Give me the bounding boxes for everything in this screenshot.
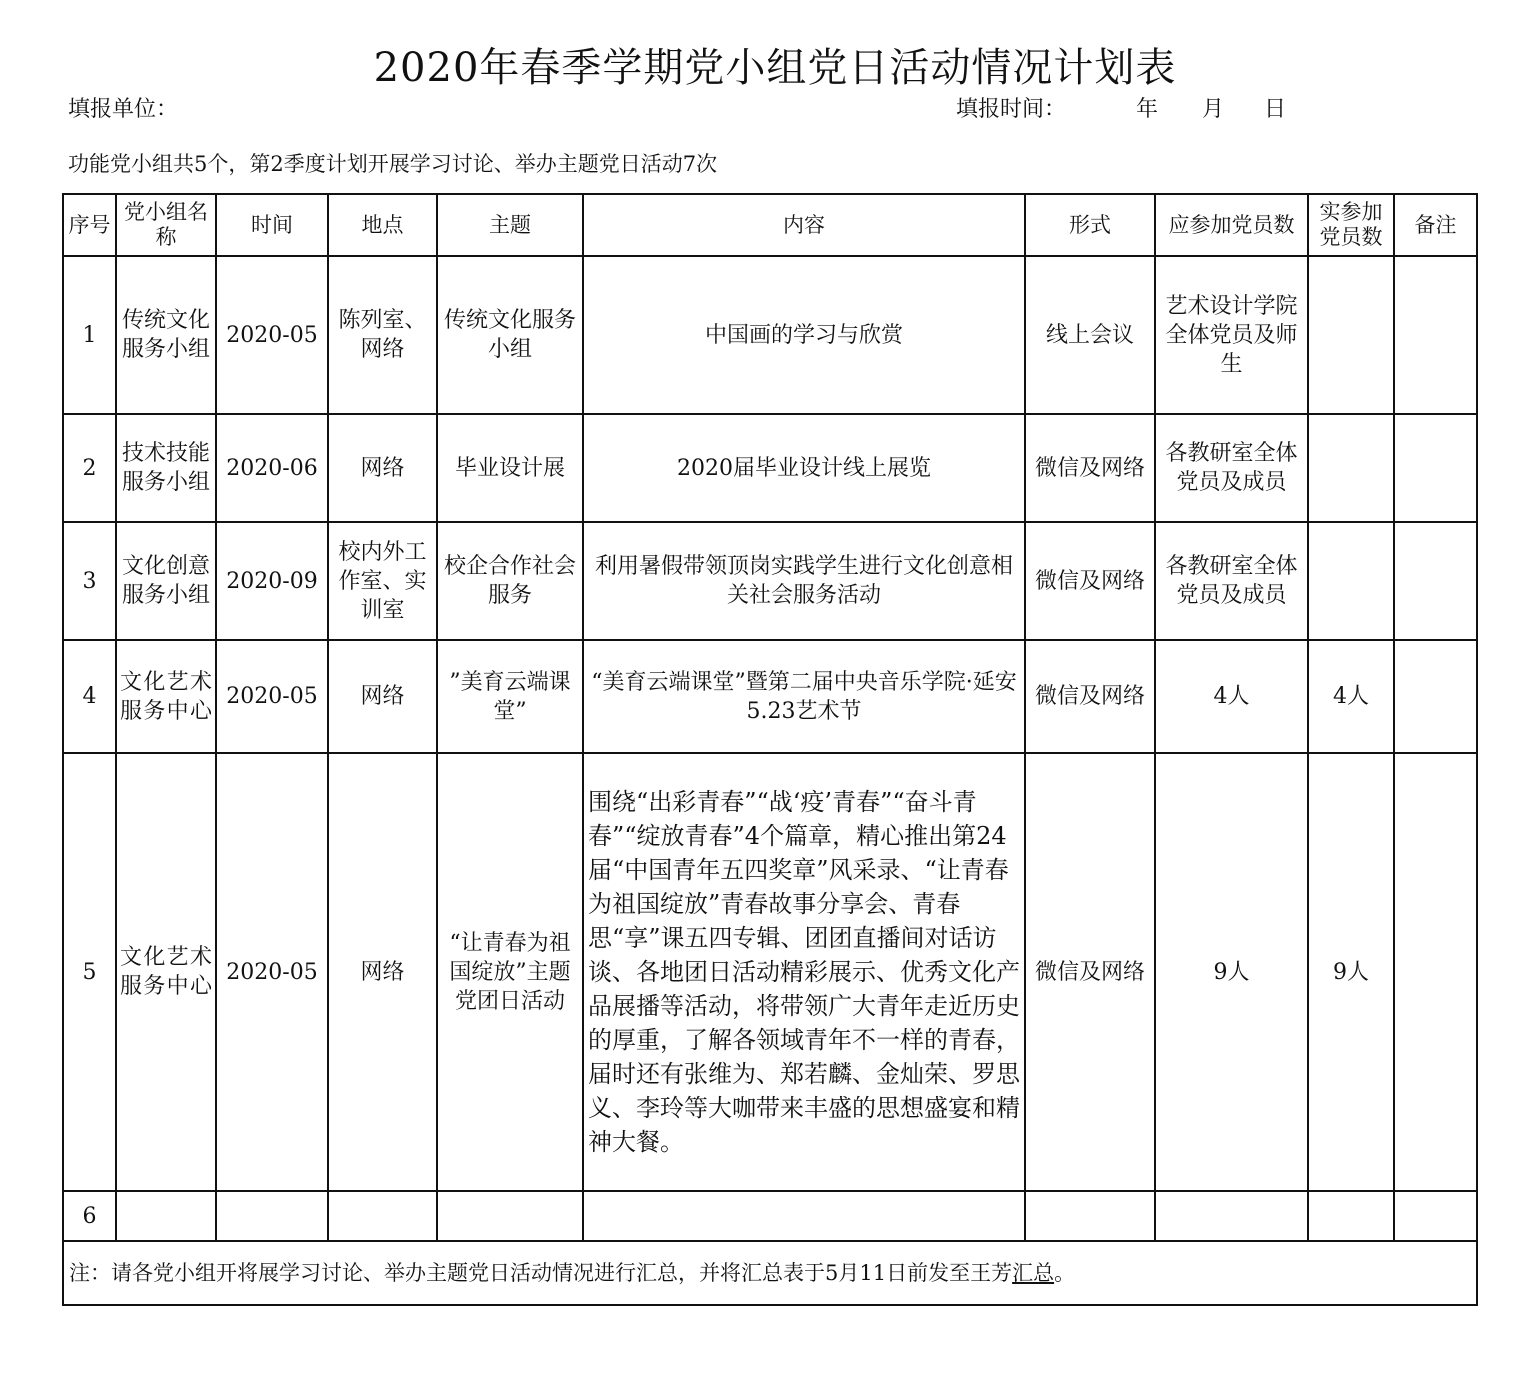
cell-place: 陈列室、网络 [328,256,437,414]
cell-seq: 2 [63,414,116,522]
cell-group [116,1191,216,1241]
note-underlined: 汇总 [1012,1260,1055,1285]
cell-form: 微信及网络 [1025,640,1155,753]
note-cell [63,1241,1477,1305]
note-text: 注：请各党小组开将展学习讨论、举办主题党日活动情况进行汇总，并将汇总表于5月11日前发至王芳 [69,1260,1013,1285]
cell-time: 2020-05 [216,753,328,1191]
cell-time: 2020-05 [216,256,328,414]
fill-unit-label: 填报单位： [68,97,179,122]
cell-place: 网络 [328,753,437,1191]
cell-remark [1394,640,1477,753]
cell-form: 微信及网络 [1025,753,1155,1191]
cell-remark [1394,753,1477,1191]
table-row [63,256,1477,414]
table-row [63,414,1477,522]
cell-actual: 4人 [1308,640,1394,753]
cell-form [1025,1191,1155,1241]
cell-expected: 艺术设计学院全体党员及师生 [1155,256,1308,414]
header-time: 时间 [216,194,328,256]
table-row [63,753,1477,1191]
cell-theme: 传统文化服务小组 [437,256,583,414]
fill-info-line [68,92,1468,122]
table-header-row [63,194,1477,256]
header-form: 形式 [1025,194,1155,256]
header-seq: 序号 [63,194,116,256]
cell-content: 2020届毕业设计线上展览 [583,414,1025,522]
title-area [0,0,1526,90]
cell-theme: “让青春为祖国绽放”主题党团日活动 [437,753,583,1191]
cell-form: 微信及网络 [1025,414,1155,522]
cell-group: 文化艺术服务中心 [116,640,216,753]
cell-group: 文化创意服务小组 [116,522,216,640]
header-actual: 实参加党员数 [1308,194,1394,256]
cell-group: 技术技能服务小组 [116,414,216,522]
header-theme: 主题 [437,194,583,256]
cell-theme: ”美育云端课堂” [437,640,583,753]
cell-content: 围绕“出彩青春”“战‘疫’青春”“奋斗青春”“绽放青春”4个篇章，精心推出第24届“中国青年五四奖章”风采录、“让青春为祖国绽放”青春故事分享会、青春思“享”课五四专辑、团团直播间对话访谈、各地团日活动精彩展示、优秀文化产品展播等活动，将带领广大青年走近历史的厚重，了解各领域青年不一样的青春，届时还有张维为、郑若麟、金灿荣、罗思义、李玲等大咖带来丰盛的思想盛宴和精神大餐。 [583,753,1025,1191]
cell-time: 2020-05 [216,640,328,753]
cell-group: 文化艺术服务中心 [116,753,216,1191]
cell-actual [1308,414,1394,522]
cell-remark [1394,1191,1477,1241]
page-title: 2020年春季学期党小组党日活动情况计划表 [373,45,1177,91]
header-content: 内容 [583,194,1025,256]
cell-seq: 1 [63,256,116,414]
cell-expected [1155,1191,1308,1241]
cell-theme: 校企合作社会服务 [437,522,583,640]
cell-actual [1308,256,1394,414]
cell-form: 线上会议 [1025,256,1155,414]
cell-seq: 3 [63,522,116,640]
cell-content [583,1191,1025,1241]
cell-place: 网络 [328,640,437,753]
month-label: 月 [1202,97,1225,122]
cell-theme: 毕业设计展 [437,414,583,522]
cell-actual [1308,522,1394,640]
cell-content: 利用暑假带领顶岗实践学生进行文化创意相关社会服务活动 [583,522,1025,640]
header-group: 党小组名称 [116,194,216,256]
cell-time [216,1191,328,1241]
cell-group: 传统文化服务小组 [116,256,216,414]
cell-content: “美育云端课堂”暨第二届中央音乐学院·延安5.23艺术节 [583,640,1025,753]
cell-actual: 9人 [1308,753,1394,1191]
cell-theme [437,1191,583,1241]
cell-seq: 5 [63,753,116,1191]
cell-remark [1394,414,1477,522]
cell-expected: 各教研室全体党员及成员 [1155,414,1308,522]
note-row [63,1241,1477,1305]
cell-time: 2020-06 [216,414,328,522]
cell-place: 网络 [328,414,437,522]
note-end: 。 [1054,1260,1076,1285]
cell-remark [1394,522,1477,640]
activity-plan-table [62,193,1478,1306]
table-row [63,1191,1477,1241]
cell-place: 校内外工作室、实训室 [328,522,437,640]
cell-content: 中国画的学习与欣赏 [583,256,1025,414]
summary-text: 功能党小组共5个，第2季度计划开展学习讨论、举办主题党日活动7次 [68,152,718,176]
cell-place [328,1191,437,1241]
cell-expected: 4人 [1155,640,1308,753]
header-remark: 备注 [1394,194,1477,256]
year-label: 年 [1136,97,1159,122]
day-label: 日 [1264,97,1287,122]
cell-seq: 6 [63,1191,116,1241]
cell-form: 微信及网络 [1025,522,1155,640]
header-expected: 应参加党员数 [1155,194,1308,256]
cell-expected: 各教研室全体党员及成员 [1155,522,1308,640]
table-row [63,640,1477,753]
cell-time: 2020-09 [216,522,328,640]
cell-seq: 4 [63,640,116,753]
cell-actual [1308,1191,1394,1241]
cell-expected: 9人 [1155,753,1308,1191]
fill-time-label: 填报时间： [956,97,1067,122]
cell-remark [1394,256,1477,414]
table-row [63,522,1477,640]
header-place: 地点 [328,194,437,256]
